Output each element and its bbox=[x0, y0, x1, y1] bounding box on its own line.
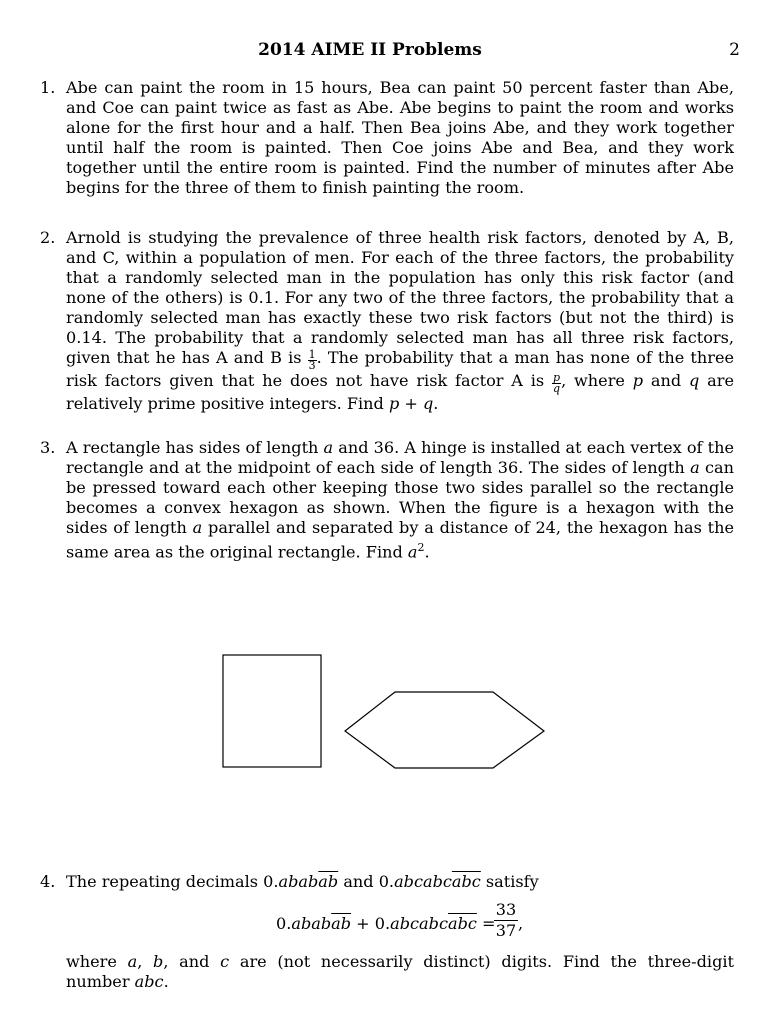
rectangle-shape bbox=[223, 655, 321, 767]
problem-text: The repeating decimals $0.abab\overline{ab}$ and $0.abcabc\overline{abc}$ satisfy bbox=[66, 872, 539, 891]
problem-text: Arnold is studying the prevalence of three health risk factors, denoted by A, B, and C, within a population of men. For each of the three factors, the probability that a randomly selected man in the population has only this risk factor (and none of the others) is 0.1. For any two of the three factors, the probability that a randomly selected man has exactly these two risk factors (but not the third) is 0.14. The probability that a randomly selected man has all three risk factors, given that he has A and B is $\frac{1}{3}$ . The probability that a man has none of the three risk factors given that he does not have risk factor A is $\frac{p}{q}$ , where p and q are relatively prime positive integers. Find p + q. bbox=[66, 228, 734, 413]
problem-number: 1. bbox=[40, 78, 56, 97]
problem-3 bbox=[40, 438, 734, 562]
problem-number: 2. bbox=[40, 228, 56, 247]
problem-number: 4. bbox=[40, 872, 56, 891]
rectangle-hexagon-figure bbox=[210, 645, 560, 775]
hexagon-shape bbox=[345, 692, 544, 768]
problem-text: Abe can paint the room in 15 hours, Bea can paint 50 percent faster than Abe, and Coe can paint twice as fast as Abe. Abe begins to paint the room and works alone for the first hour and a half. Then Bea joins Abe, and they work together until half the room is painted. Then Coe joins Abe and Bea, and they work together until the entire room is painted. Find the number of minutes after Abe begins for the three of them to finish painting the room. bbox=[66, 78, 734, 197]
fraction-p-over-q: $\frac{p}{q}$ bbox=[553, 371, 561, 395]
problem-number: 3. bbox=[40, 438, 56, 457]
display-equation: $0.abab\overline{ab}$ + $0.abcabc\overline{abc}$ = 33 37 , bbox=[276, 900, 524, 940]
page-header bbox=[0, 40, 768, 64]
problem-text: A rectangle has sides of length a and 36. A hinge is installed at each vertex of the rectangle and at the midpoint of each side of length 36. The sides of length a can be pressed toward each other keeping those two sides parallel so the rectangle becomes a convex hexagon as shown. When the figure is a hexagon with the sides of length a parallel and separated by a distance of 24, the hexagon has the same area as the original rectangle. Find $a^2$. bbox=[66, 438, 735, 562]
problem-1 bbox=[40, 78, 734, 198]
expression-p-plus-q: p + q bbox=[388, 394, 434, 413]
problem-4-conclusion: where a, b, and c are (not necessarily distinct) digits. Find the three-digit number abc. bbox=[66, 952, 734, 991]
fraction-one-third: $\frac{1}{3}$ bbox=[308, 348, 316, 372]
problem-2 bbox=[40, 228, 734, 414]
equation-left-side: $0.abab\overline{ab}$ + $0.abcabc\overline{abc}$ = bbox=[276, 914, 496, 933]
page-title: 2014 AIME II Problems bbox=[258, 40, 482, 60]
page-number: 2 bbox=[729, 40, 740, 60]
fraction-33-over-37: 33 37 bbox=[495, 900, 517, 940]
problem-4 bbox=[40, 872, 734, 892]
